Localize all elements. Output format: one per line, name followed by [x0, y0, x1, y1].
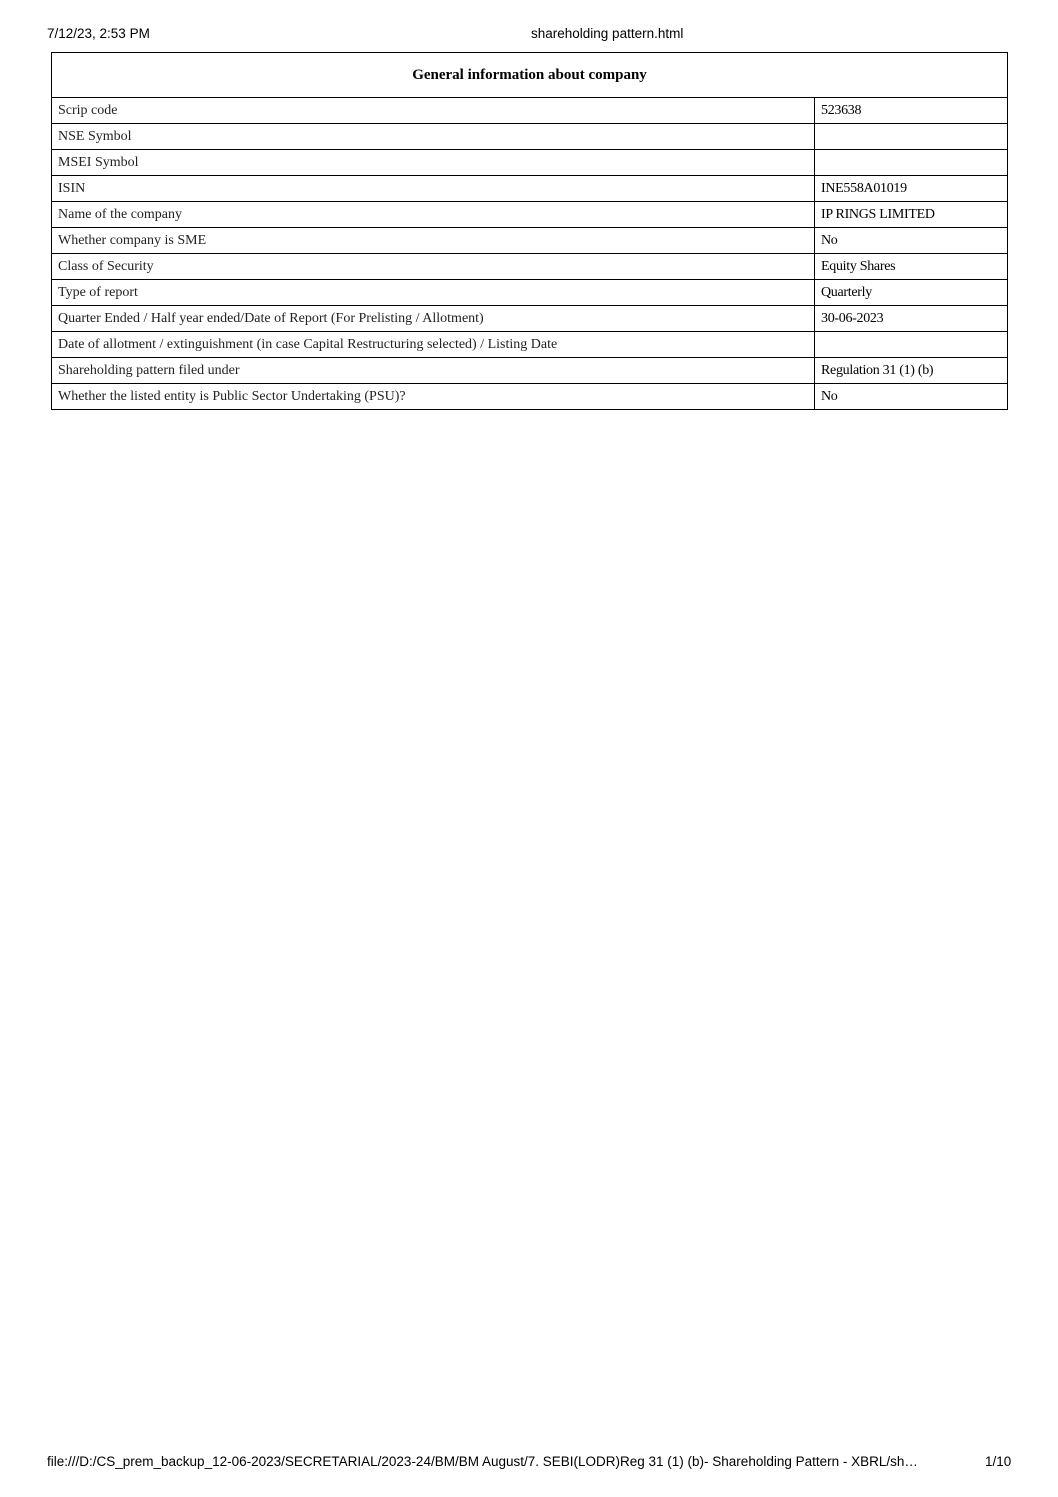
- table-row: [52, 358, 1008, 384]
- file-path: file:///D:/CS_prem_backup_12-06-2023/SECRETARIAL/2023-24/BM/BM August/7. SEBI(LODR)Reg 31 (1) (b)- Shareholding Pattern - XBRL/sh…: [47, 1454, 918, 1469]
- row-value-scrip-code: 523638: [815, 98, 1008, 124]
- row-label-company-name: Name of the company: [52, 202, 815, 228]
- row-label-quarter-ended: Quarter Ended / Half year ended/Date of Report (For Prelisting / Allotment): [52, 306, 815, 332]
- table-row: [52, 254, 1008, 280]
- row-value-allotment-date: [815, 332, 1008, 358]
- row-value-report-type: Quarterly: [815, 280, 1008, 306]
- page-indicator: 1/10: [985, 1454, 1012, 1469]
- row-value-is-sme: No: [815, 228, 1008, 254]
- row-value-company-name: IP RINGS LIMITED: [815, 202, 1008, 228]
- table-row: [52, 176, 1008, 202]
- row-value-is-psu: No: [815, 384, 1008, 410]
- table-row: [52, 332, 1008, 358]
- row-label-filed-under: Shareholding pattern filed under: [52, 358, 815, 384]
- row-label-nse-symbol: NSE Symbol: [52, 124, 815, 150]
- print-footer: [0, 1454, 1058, 1472]
- document-title: shareholding pattern.html: [531, 26, 684, 41]
- row-value-msei-symbol: [815, 150, 1008, 176]
- row-label-is-psu: Whether the listed entity is Public Sector Undertaking (PSU)?: [52, 384, 815, 410]
- table-title: General information about company: [52, 53, 1008, 98]
- table-row: [52, 150, 1008, 176]
- row-label-class-of-security: Class of Security: [52, 254, 815, 280]
- table-row: [52, 98, 1008, 124]
- table-row: [52, 228, 1008, 254]
- row-label-allotment-date: Date of allotment / extinguishment (in case Capital Restructuring selected) / Listing Date: [52, 332, 815, 358]
- print-header: [0, 26, 1058, 44]
- table-caption-row: [52, 53, 1008, 98]
- row-label-is-sme: Whether company is SME: [52, 228, 815, 254]
- row-value-filed-under: Regulation 31 (1) (b): [815, 358, 1008, 384]
- table-row: [52, 202, 1008, 228]
- table-row: [52, 124, 1008, 150]
- row-value-isin: INE558A01019: [815, 176, 1008, 202]
- row-value-quarter-ended: 30-06-2023: [815, 306, 1008, 332]
- table-row: [52, 306, 1008, 332]
- print-timestamp: 7/12/23, 2:53 PM: [47, 26, 150, 41]
- row-label-msei-symbol: MSEI Symbol: [52, 150, 815, 176]
- row-value-nse-symbol: [815, 124, 1008, 150]
- row-label-report-type: Type of report: [52, 280, 815, 306]
- row-value-class-of-security: Equity Shares: [815, 254, 1008, 280]
- general-info-table: [51, 52, 1008, 410]
- table-row: [52, 384, 1008, 410]
- row-label-scrip-code: Scrip code: [52, 98, 815, 124]
- row-label-isin: ISIN: [52, 176, 815, 202]
- table-row: [52, 280, 1008, 306]
